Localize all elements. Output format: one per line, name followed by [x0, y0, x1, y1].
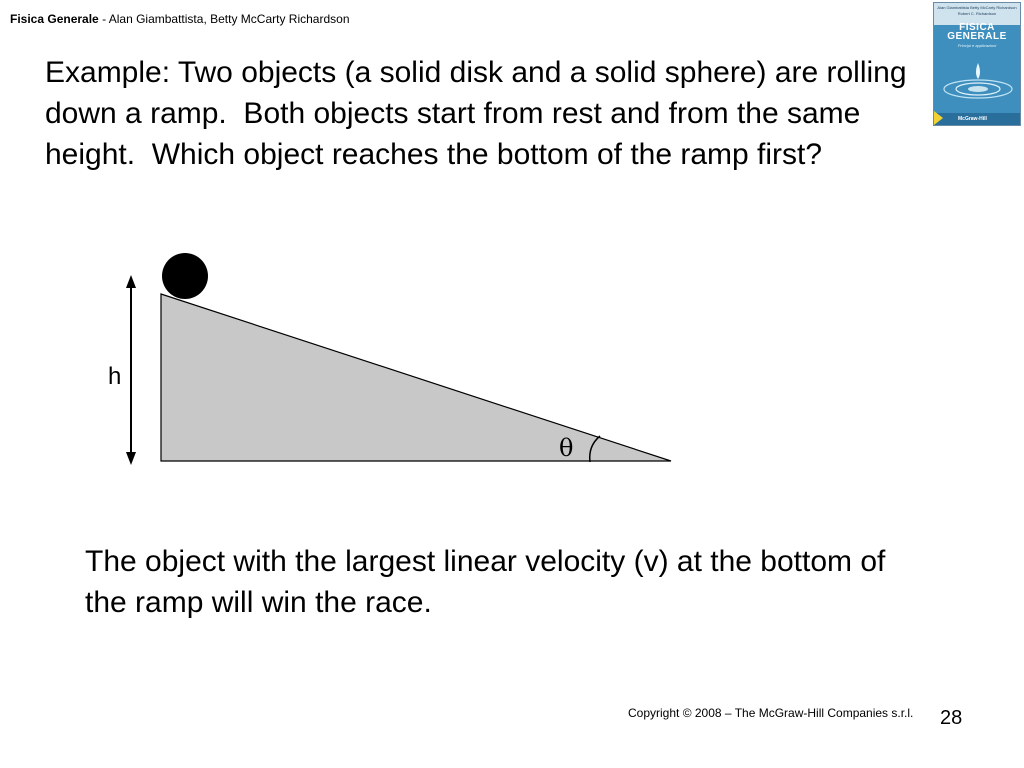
- cover-publisher: McGraw-Hill: [958, 116, 987, 122]
- height-arrow-bottom-head: [126, 452, 136, 465]
- question-text: Example: Two objects (a solid disk and a solid sphere) are rolling down a ramp. Both objects start from rest and from the same height. Which object reaches the bottom of the ramp first?: [45, 56, 915, 171]
- cover-title: FISICA GENERALE: [947, 22, 1007, 42]
- answer-text: The object with the largest linear velocity (v) at the bottom of the ramp will win the race.: [85, 545, 886, 619]
- cover-subtitle: Principi e applicazioni: [957, 43, 997, 48]
- cover-authors: Alan Giambattista Betty McCarty Richardson Robert C. Richardson: [934, 3, 1020, 25]
- height-arrow-top-head: [126, 275, 136, 288]
- page-number: 28: [940, 707, 963, 729]
- book-authors: - Alan Giambattista, Betty McCarty Richardson: [102, 12, 350, 26]
- book-title: Fisica Generale: [10, 12, 99, 26]
- height-label: h: [108, 363, 122, 390]
- rolling-object: [162, 253, 208, 299]
- copyright-notice: Copyright © 2008 – The McGraw-Hill Companies s.r.l.: [628, 706, 914, 720]
- angle-label: θ: [559, 434, 574, 462]
- ramp: [161, 294, 671, 461]
